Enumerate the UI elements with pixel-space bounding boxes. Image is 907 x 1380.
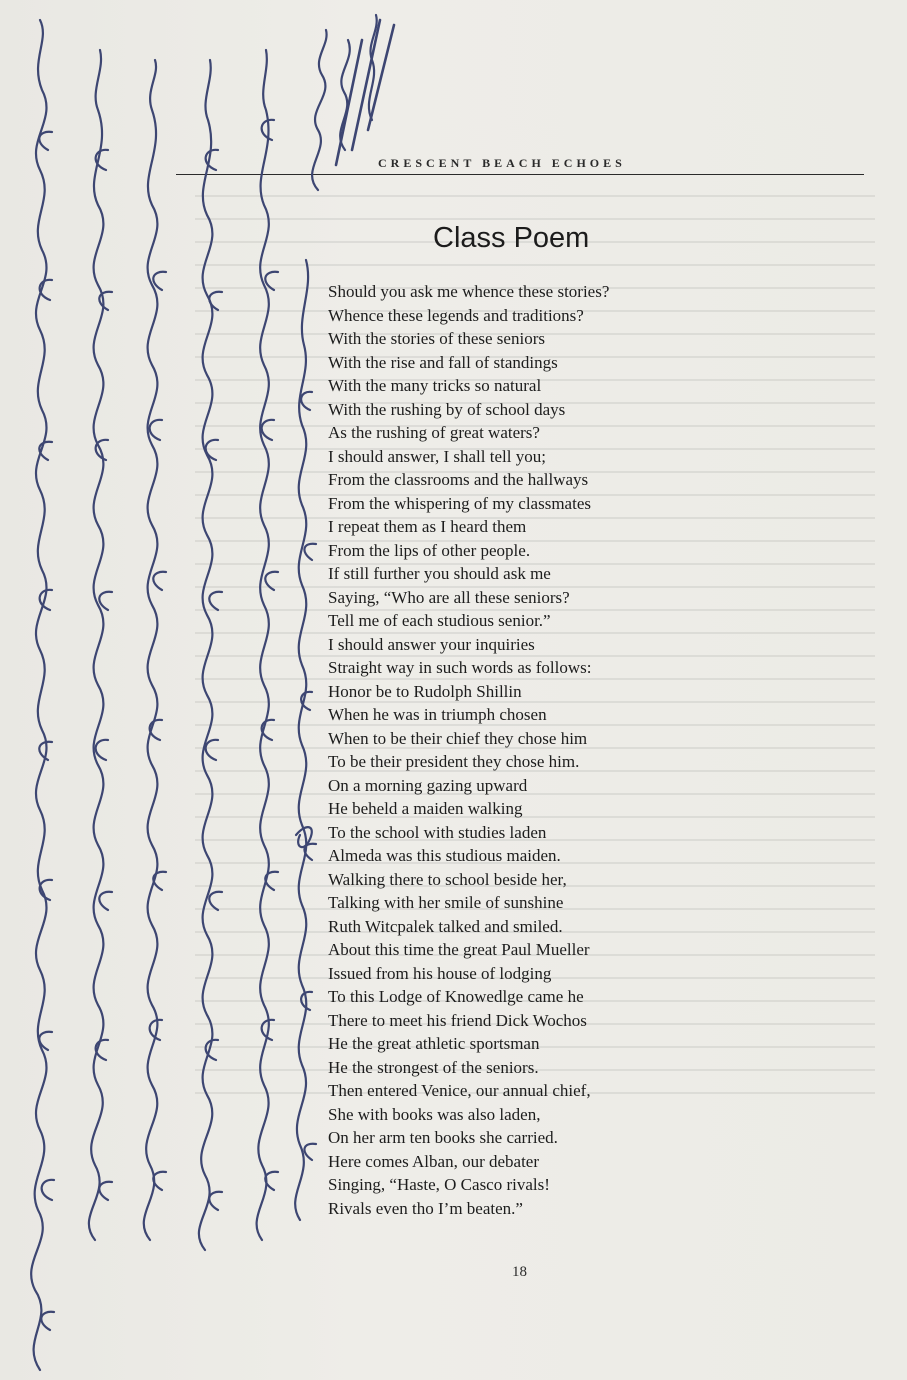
- poem-line: Rivals even tho I’m beaten.”: [328, 1198, 523, 1218]
- poem-line: As the rushing of great waters?: [328, 423, 540, 442]
- poem-line: When he was in triumph chosen: [328, 705, 547, 724]
- poem-line: On a morning gazing upward: [328, 775, 528, 795]
- poem-line: From the lips of other people.: [328, 540, 531, 560]
- poem-line: From the whispering of my classmates: [328, 493, 591, 513]
- poem-line: She with books was also laden,: [328, 1104, 541, 1124]
- poem-line: When to be their chief they chose him: [328, 728, 588, 748]
- poem-line: Tell me of each studious senior.”: [328, 611, 551, 630]
- poem-line: I repeat them as I heard them: [328, 517, 527, 536]
- poem-line: He the strongest of the seniors.: [328, 1057, 539, 1077]
- poem-body: [328, 280, 748, 1220]
- poem-line: Here comes Alban, our debater: [328, 1151, 539, 1171]
- header-rule: [176, 174, 864, 175]
- poem-line: I should answer, I shall tell you;: [328, 446, 546, 466]
- poem-line: Almeda was this studious maiden.: [328, 846, 561, 865]
- poem-line: To be their president they chose him.: [328, 752, 580, 771]
- poem-line: To this Lodge of Knowedlge came he: [328, 987, 584, 1006]
- page-number: 18: [512, 1264, 527, 1280]
- poem-line: To the school with studies laden: [328, 822, 547, 842]
- poem-line: Then entered Venice, our annual chief,: [328, 1081, 591, 1100]
- poem-line: With the rushing by of school days: [328, 399, 566, 419]
- poem-line: There to meet his friend Dick Wochos: [328, 1010, 587, 1030]
- poem-line: Saying, “Who are all these seniors?: [328, 587, 570, 607]
- poem-title: Class Poem: [433, 222, 590, 254]
- poem-line: On her arm ten books she carried.: [328, 1128, 558, 1147]
- poem-line: Straight way in such words as follows:: [328, 658, 592, 677]
- poem-line: With the rise and fall of standings: [328, 352, 558, 372]
- poem-line: Walking there to school beside her,: [328, 869, 567, 889]
- poem-line: Issued from his house of lodging: [328, 963, 552, 983]
- poem-line: Talking with her smile of sunshine: [328, 893, 564, 912]
- poem-line: About this time the great Paul Mueller: [328, 940, 590, 959]
- running-head: CRESCENT BEACH ECHOES: [378, 156, 626, 170]
- poem-line: Singing, “Haste, O Casco rivals!: [328, 1175, 550, 1194]
- poem-line: He the great athletic sportsman: [328, 1034, 540, 1053]
- poem-line: If still further you should ask me: [328, 564, 551, 583]
- poem-line: Should you ask me whence these stories?: [328, 282, 610, 301]
- poem-line: Honor be to Rudolph Shillin: [328, 681, 522, 701]
- poem-line: Whence these legends and traditions?: [328, 305, 584, 325]
- poem-line: He beheld a maiden walking: [328, 799, 523, 818]
- poem-line: Ruth Witcpalek talked and smiled.: [328, 916, 563, 936]
- poem-line: With the stories of these seniors: [328, 329, 545, 348]
- poem-line: With the many tricks so natural: [328, 376, 542, 395]
- poem-line: I should answer your inquiries: [328, 634, 535, 654]
- poem-line: From the classrooms and the hallways: [328, 470, 589, 489]
